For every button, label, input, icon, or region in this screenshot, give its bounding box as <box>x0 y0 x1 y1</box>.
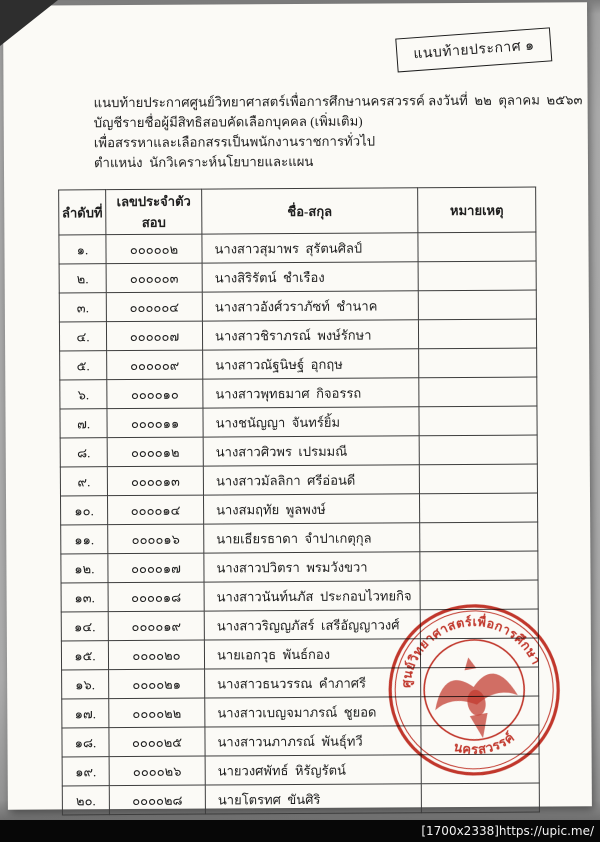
order-cell: ๖. <box>60 380 107 409</box>
note-cell <box>421 783 539 813</box>
name-cell: นางชนัญญา จันทร์ยิ้ม <box>203 407 419 437</box>
svg-text:ศูนย์วิทยาศาสตร์เพื่อการศึกษา <box>388 602 544 691</box>
stamp-bottom-text: นครสวรรค์ <box>452 729 518 757</box>
col-note: หมายเหตุ <box>418 187 536 233</box>
order-cell: ๗. <box>60 409 107 438</box>
order-cell: ๑๕. <box>61 641 108 670</box>
order-cell: ๑๙. <box>62 757 109 786</box>
order-cell: ๑๑. <box>61 525 108 554</box>
name-cell: นางสาวศิวพร เปรมมณี <box>203 436 419 466</box>
note-cell <box>419 493 537 523</box>
col-order: ลำดับที่ <box>59 190 106 235</box>
table-header <box>59 187 536 235</box>
examno-cell: ๐๐๐๐๐๔ <box>106 292 202 322</box>
examno-cell: ๐๐๐๐๑๖ <box>108 524 204 554</box>
col-name: ชื่อ-สกุล <box>202 188 418 234</box>
examno-cell: ๐๐๐๐๒๐ <box>108 640 204 670</box>
name-cell: นางสมฤทัย พูลพงษ์ <box>203 494 419 524</box>
examno-cell: ๐๐๐๐๑๓ <box>107 466 203 496</box>
document-header <box>3 2 588 174</box>
table-row <box>60 406 537 438</box>
order-cell: ๘. <box>60 438 107 467</box>
header-line-4: ตำแหน่ง นักวิเคราะห์นโยบายและแผน <box>93 153 314 171</box>
order-cell: ๒๐. <box>62 786 109 815</box>
order-cell: ๒. <box>59 264 106 293</box>
table-row <box>59 232 536 264</box>
examno-cell: ๐๐๐๐๑๔ <box>107 495 203 525</box>
table-row <box>62 783 539 815</box>
examno-cell: ๐๐๐๐๐๒ <box>106 234 202 264</box>
order-cell: ๙. <box>60 467 107 496</box>
name-cell: นางสาวริญญภัสร์ เสรีอัญญาวงศ์ <box>204 610 420 640</box>
note-cell <box>418 261 536 291</box>
order-cell: ๑๗. <box>62 699 109 728</box>
col-examno: เลขประจำตัวสอบ <box>106 189 202 235</box>
name-cell: นายวงศพัทธ์ หิรัญรัตน์ <box>205 755 421 785</box>
stamp-seal-icon <box>371 586 578 793</box>
examno-cell: ๐๐๐๐๐๓ <box>106 263 202 293</box>
name-cell: นายโตรทศ ขันศิริ <box>205 784 421 814</box>
name-cell: นางสาวณัฐนิษฐ์ อุกฤษ <box>203 349 419 379</box>
table-row <box>61 522 538 554</box>
note-cell <box>419 377 537 407</box>
watermark-bar <box>0 820 600 842</box>
examno-cell: ๐๐๐๐๒๑ <box>109 669 205 699</box>
examno-cell: ๐๐๐๐๑๙ <box>108 611 204 641</box>
table-header-row <box>59 187 536 235</box>
examno-cell: ๐๐๐๐๑๗ <box>108 553 204 583</box>
name-cell: นางสาวธนวรรณ คำภาศรี <box>205 668 421 698</box>
name-cell: นายเธียรธาดา จำปาเกตุกุล <box>204 523 420 553</box>
name-cell: นางสาวนันท์นภัส ประกอบไวทยกิจ <box>204 581 420 611</box>
svg-text:นครสวรรค์ <box>450 728 519 762</box>
name-cell: นางสาวมัลลิกา ศรีอ่อนดี <box>203 465 419 495</box>
order-cell: ๑. <box>59 235 106 264</box>
name-cell: นางสาวอังศ์วราภัซท์ ชำนาค <box>202 291 418 321</box>
examno-cell: ๐๐๐๐๑๘ <box>108 582 204 612</box>
name-cell: นางสาวพุทธมาศ กิจอรรถ <box>203 378 419 408</box>
examno-cell: ๐๐๐๐๑๐ <box>107 379 203 409</box>
table-row <box>61 551 538 583</box>
note-cell <box>419 435 537 465</box>
annex-label: แนบท้ายประกาศ ๑ <box>412 38 535 63</box>
name-cell: นางสาวชิราภรณ์ พงษ์รักษา <box>202 320 418 350</box>
note-cell <box>418 319 536 349</box>
header-line-1: แนบท้ายประกาศศูนย์วิทยาศาสตร์เพื่อการศึกษานครสวรรค์ ลงวันที่ ๒๒ ตุลาคม ๒๕๖๓ <box>93 92 583 111</box>
table-row <box>60 464 537 496</box>
order-cell: ๑๒. <box>61 554 108 583</box>
note-cell <box>419 406 537 436</box>
name-cell: นางสิริรัตน์ ชำเรือง <box>202 262 418 292</box>
examno-cell: ๐๐๐๐๒๘ <box>109 785 205 815</box>
table-row <box>59 319 536 351</box>
examno-cell: ๐๐๐๐๒๖ <box>109 756 205 786</box>
order-cell: ๓. <box>59 293 106 322</box>
header-line-3: เพื่อสรรหาและเลือกสรรเป็นพนักงานราชการทั่วไป <box>93 133 376 151</box>
scan-corner-shadow <box>0 0 58 46</box>
official-stamp <box>371 586 578 793</box>
order-cell: ๑๔. <box>61 612 108 641</box>
examno-cell: ๐๐๐๐๐๙ <box>107 350 203 380</box>
table-row <box>60 348 537 380</box>
note-cell <box>418 232 536 262</box>
table-row <box>61 493 538 525</box>
watermark-caption: [1700x2338]https://upic.me/ <box>421 824 594 838</box>
note-cell <box>419 464 537 494</box>
note-cell <box>420 522 538 552</box>
name-cell: นางสาวสุมาพร สุรัตนศิลป์ <box>202 233 418 263</box>
table-row <box>60 377 537 409</box>
name-cell: นางสาวนภาภรณ์ พันธุ์ทวี <box>205 726 421 756</box>
order-cell: ๑๓. <box>61 583 108 612</box>
order-cell: ๕. <box>60 351 107 380</box>
examno-cell: ๐๐๐๐๒๕ <box>109 727 205 757</box>
table-row <box>59 290 536 322</box>
order-cell: ๑๖. <box>62 670 109 699</box>
header-line-2: บัญชีรายชื่อผู้มีสิทธิสอบคัดเลือกบุคคล (เพิ่มเติม) <box>93 113 363 131</box>
note-cell <box>418 290 536 320</box>
name-cell: นายเอกวุธ พันธ์กอง <box>204 639 420 669</box>
stamp-top-text: ศูนย์วิทยาศาสตร์เพื่อการศึกษา <box>399 614 544 689</box>
table-row <box>59 261 536 293</box>
table-row <box>60 435 537 467</box>
note-cell <box>420 551 538 581</box>
scanned-document-page <box>3 2 592 810</box>
order-cell: ๑๘. <box>62 728 109 757</box>
order-cell: ๔. <box>59 322 106 351</box>
examno-cell: ๐๐๐๐๑๒ <box>107 437 203 467</box>
name-cell: นางสาวปวิตรา พรมวังขวา <box>204 552 420 582</box>
examno-cell: ๐๐๐๐๐๗ <box>106 321 202 351</box>
examno-cell: ๐๐๐๐๑๑ <box>107 408 203 438</box>
note-cell <box>419 348 537 378</box>
order-cell: ๑๐. <box>61 496 108 525</box>
name-cell: นางสาวเบญจมาภรณ์ ชูยอด <box>205 697 421 727</box>
examno-cell: ๐๐๐๐๒๒ <box>109 698 205 728</box>
